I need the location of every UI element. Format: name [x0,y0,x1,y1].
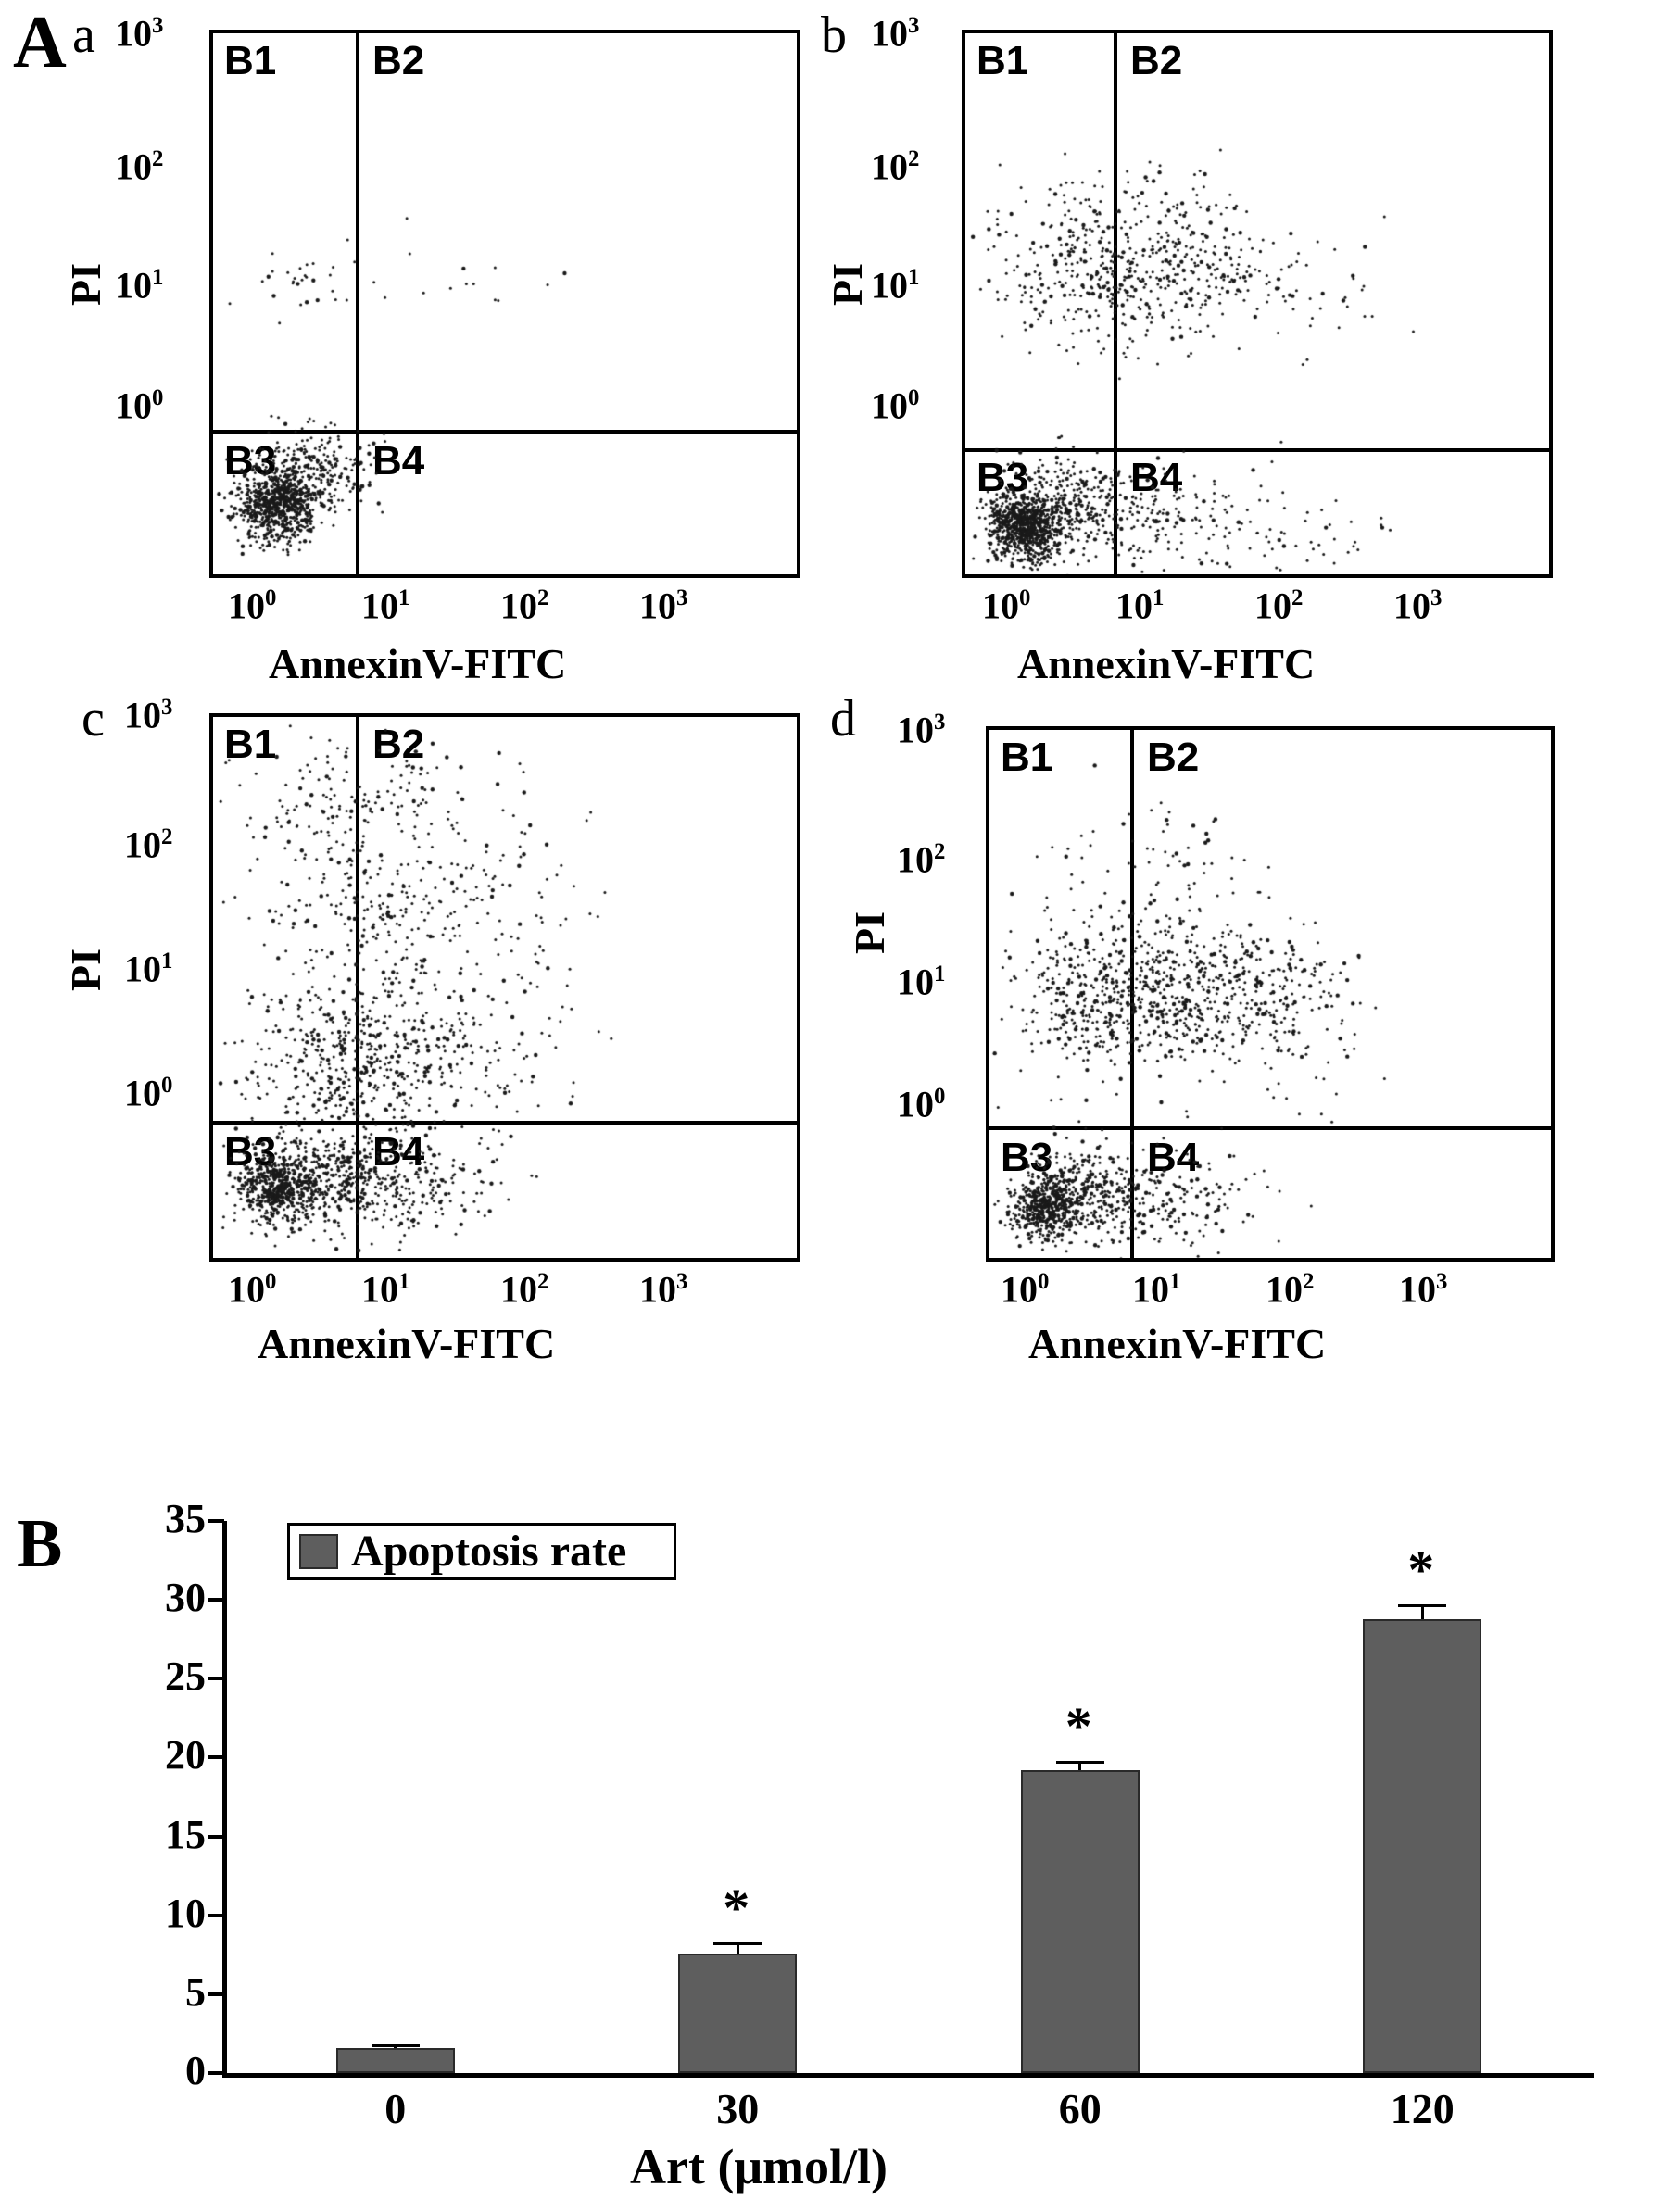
flow-panel-d-xtick-0: $10^0$ [1001,1268,1050,1311]
flow-panel-c-xtick-3: $10^3$ [639,1268,688,1311]
flow-panel-d-xtick-3: $10^3$ [1399,1268,1448,1311]
bar-chart-y-tickmark [208,1677,224,1680]
flow-panel-b-scatter-canvas [965,33,1553,578]
panel-a-label: A [13,2,67,83]
flow-panel-d-y-axis-title: PI [846,911,893,954]
flow-panel-c-sublabel: c [82,690,105,748]
flow-panel-d-scatter-canvas [989,730,1555,1262]
bar-chart-x-tick: 0 [384,2085,407,2132]
flow-panel-a-plot-area[interactable] [209,30,800,578]
flow-panel-b-xtick-0: $10^0$ [982,584,1031,627]
bar-chart-y-tick: 25 [165,1653,206,1700]
flow-panel-b-x-axis-title: AnnexinV-FITC [1017,640,1316,687]
flow-panel-a-xtick-2: $10^2$ [500,584,549,627]
flow-panel-a-ytick-1: $10^1$ [115,264,164,307]
flow-panel-a-x-axis-title: AnnexinV-FITC [269,640,567,687]
flow-panel-c-ytick-1: $10^1$ [124,948,173,990]
bar-chart-y-tick: 30 [165,1575,206,1621]
flow-panel-c-scatter-canvas [213,717,800,1262]
bar-chart-error-cap [713,1942,762,1945]
flow-panel-a-y-axis-title: PI [62,263,109,306]
flow-panel-b-xtick-1: $10^1$ [1115,584,1165,627]
bar-chart-bar[interactable] [1363,1619,1481,2073]
bar-chart-y-tick: 35 [165,1496,206,1541]
bar-chart-y-tickmark [208,1598,224,1602]
bar-chart-x-tick: 30 [716,2085,760,2132]
bar-chart-legend [287,1523,676,1580]
flow-panel-c-y-axis-title: PI [62,949,109,991]
legend-label-apoptosis-rate: Apoptosis rate [351,1527,627,1576]
bar-chart-y-tick: 20 [165,1732,206,1778]
flow-panel-b-y-axis-title: PI [824,263,871,306]
bar-chart-y-tickmark [208,1755,224,1759]
flow-panel-d-ytick-2: $10^2$ [897,838,946,881]
flow-panel-b-xtick-3: $10^3$ [1393,584,1443,627]
flow-panel-a-ytick-0: $10^0$ [115,384,164,427]
flow-panel-d-plot-area[interactable] [986,726,1555,1262]
bar-chart-y-tick: 5 [185,1968,206,2015]
flow-panel-d-ytick-0: $10^0$ [897,1083,946,1125]
flow-panel-a-scatter-canvas [213,33,800,578]
flow-panel-b-ytick-0: $10^0$ [871,384,920,427]
flow-panel-a-xtick-3: $10^3$ [639,584,688,627]
flow-panel-d-ytick-3: $10^3$ [897,709,946,751]
flow-panel-d-xtick-2: $10^2$ [1266,1268,1315,1311]
bar-chart-y-tickmark [208,1519,224,1523]
flow-panel-c-plot-area[interactable] [209,713,800,1262]
bar-chart-x-axis [222,2073,1594,2078]
flow-panel-b-ytick-1: $10^1$ [871,264,920,307]
flow-panel-a-xtick-0: $10^0$ [228,584,277,627]
bar-chart-x-tick: 120 [1390,2085,1455,2132]
bar-chart-y-tickmark [208,1914,224,1917]
flow-panel-c-xtick-1: $10^1$ [361,1268,410,1311]
bar-chart-y-tickmark [208,1835,224,1839]
bar-chart-significance-marker: * [1065,1695,1092,1756]
bar-chart-y-tick: 10 [165,1890,206,1936]
flow-panel-c-ytick-0: $10^0$ [124,1072,173,1114]
flow-panel-c-xtick-2: $10^2$ [500,1268,549,1311]
flow-panel-a-sublabel: a [72,6,95,64]
bar-chart-y-tickmark [208,2071,224,2075]
panel-b-label: B [17,1506,63,1582]
bar-chart-x-tick: 60 [1058,2085,1102,2132]
bar-chart-x-axis-title: Art (μmol/l) [630,2139,888,2194]
flow-panel-b-sublabel: b [821,6,847,64]
flow-panel-d-xtick-1: $10^1$ [1132,1268,1181,1311]
flow-panel-b-ytick-3: $10^3$ [871,12,920,55]
flow-panel-c-ytick-3: $10^3$ [124,694,173,736]
bar-chart-y-tick: 15 [165,1811,206,1857]
flow-panel-a-ytick-2: $10^2$ [115,145,164,188]
apoptosis-bar-chart[interactable] [111,1496,1594,2194]
bar-chart-y-tickmark [208,1992,224,1996]
flow-panel-d-sublabel: d [830,690,856,748]
flow-panel-a-xtick-1: $10^1$ [361,584,410,627]
bar-chart-bar[interactable] [336,2048,455,2073]
bar-chart-error-cap [372,2044,420,2047]
flow-panel-b-plot-area[interactable] [962,30,1553,578]
bar-chart-significance-marker: * [1407,1540,1435,1601]
bar-chart-y-tick: 0 [185,2048,206,2093]
bar-chart-bar[interactable] [678,1954,797,2073]
flow-panel-d-ytick-1: $10^1$ [897,961,946,1003]
flow-panel-c-x-axis-title: AnnexinV-FITC [258,1320,556,1367]
flow-panel-b-xtick-2: $10^2$ [1254,584,1304,627]
legend-swatch-apoptosis-rate [299,1534,338,1569]
flow-panel-b-ytick-2: $10^2$ [871,145,920,188]
flow-panel-a-ytick-3: $10^3$ [115,12,164,55]
flow-panel-c-ytick-2: $10^2$ [124,823,173,866]
bar-chart-bar[interactable] [1021,1770,1140,2073]
bar-chart-error-cap [1398,1604,1446,1607]
flow-panel-d-x-axis-title: AnnexinV-FITC [1028,1320,1327,1367]
bar-chart-error-cap [1056,1761,1104,1764]
bar-chart-significance-marker: * [723,1877,750,1938]
flow-panel-c-xtick-0: $10^0$ [228,1268,277,1311]
